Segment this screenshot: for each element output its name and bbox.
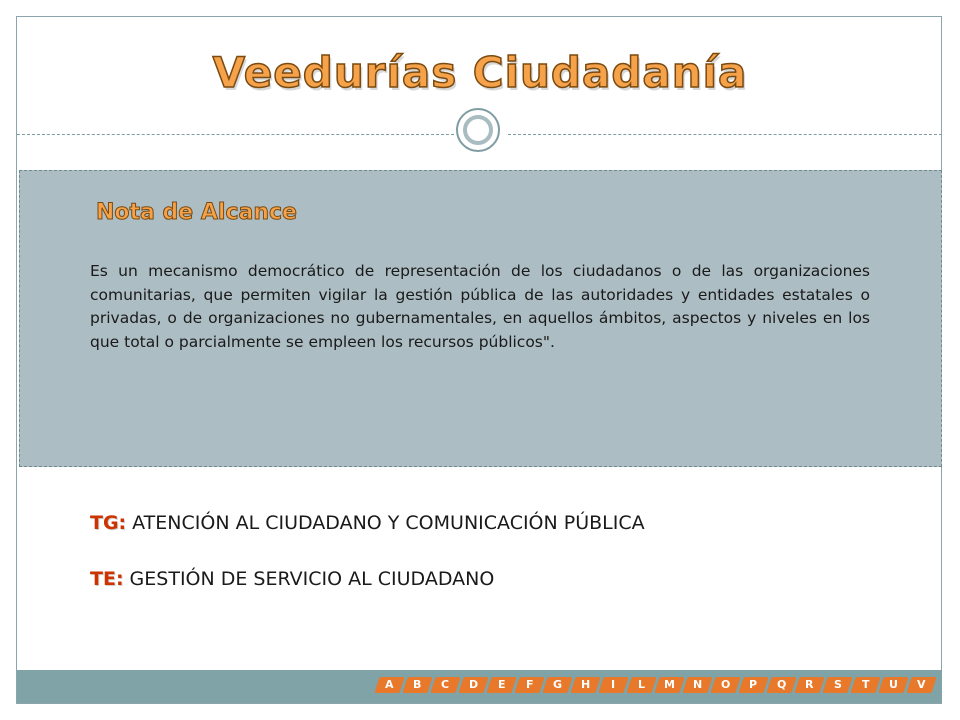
general-term-label: TG:	[90, 512, 127, 534]
alphabet-key-l[interactable]	[626, 677, 656, 693]
alphabet-key-v[interactable]	[906, 677, 936, 693]
specific-term-label: TE:	[90, 568, 124, 590]
alphabet-key-label: S	[833, 678, 842, 691]
alphabet-key-c[interactable]	[430, 677, 460, 693]
alphabet-key-label: C	[441, 678, 450, 691]
alphabet-key-b[interactable]	[402, 677, 432, 693]
alphabet-key-label: B	[413, 678, 422, 691]
page-title: Veedurías Ciudadanía	[212, 48, 748, 97]
alphabet-key-a[interactable]	[374, 677, 404, 693]
alphabet-key-label: A	[385, 678, 394, 691]
general-term-row	[90, 512, 645, 534]
alphabet-key-label: N	[692, 678, 703, 691]
alphabet-key-e[interactable]	[486, 677, 516, 693]
alphabet-key-d[interactable]	[458, 677, 488, 693]
alphabet-key-m[interactable]	[654, 677, 684, 693]
alphabet-key-label: O	[720, 678, 731, 691]
alphabet-key-label: H	[580, 678, 591, 691]
alphabet-key-n[interactable]	[682, 677, 712, 693]
scope-note-heading: Nota de Alcance	[96, 200, 297, 225]
alphabet-key-o[interactable]	[710, 677, 740, 693]
alphabet-key-label: Q	[776, 678, 787, 691]
scope-note-text: Es un mecanismo democrático de representación de los ciudadanos o de las organizaciones comunitarias, que permiten vigilar la gestión pública de las autoridades y entidades estatales o privadas, o de organizaciones no gubernamentales, en aquellos ámbitos, aspectos y niveles en los que total o parcialmente se empleen los recursos públicos".	[90, 262, 870, 351]
circle-ornament-icon	[456, 108, 500, 152]
alphabet-key-q[interactable]	[766, 677, 796, 693]
alphabet-key-label: E	[497, 678, 506, 691]
alphabet-key-h[interactable]	[570, 677, 600, 693]
alphabet-key-label: P	[749, 678, 758, 691]
alphabet-index	[377, 677, 934, 693]
alphabet-key-label: G	[552, 678, 563, 691]
general-term-link[interactable]: ATENCIÓN AL CIUDADANO Y COMUNICACIÓN PÚBLICA	[132, 512, 645, 534]
alphabet-key-s[interactable]	[822, 677, 852, 693]
alphabet-key-label: U	[889, 678, 898, 691]
alphabet-key-r[interactable]	[794, 677, 824, 693]
alphabet-key-label: I	[611, 678, 616, 691]
alphabet-key-f[interactable]	[514, 677, 544, 693]
divider-right	[508, 134, 942, 135]
alphabet-key-label: F	[525, 678, 534, 691]
specific-term-row	[90, 568, 494, 590]
divider-left	[17, 134, 454, 135]
alphabet-key-i[interactable]	[598, 677, 628, 693]
alphabet-key-label: D	[468, 678, 479, 691]
alphabet-key-label: T	[861, 678, 870, 691]
alphabet-key-label: L	[637, 678, 645, 691]
specific-term-link[interactable]: GESTIÓN DE SERVICIO AL CIUDADANO	[129, 568, 495, 590]
alphabet-key-t[interactable]	[850, 677, 880, 693]
alphabet-key-label: R	[805, 678, 814, 691]
alphabet-key-label: M	[664, 678, 675, 691]
alphabet-key-g[interactable]	[542, 677, 572, 693]
alphabet-key-label: V	[917, 678, 926, 691]
alphabet-key-p[interactable]	[738, 677, 768, 693]
alphabet-key-u[interactable]	[878, 677, 908, 693]
